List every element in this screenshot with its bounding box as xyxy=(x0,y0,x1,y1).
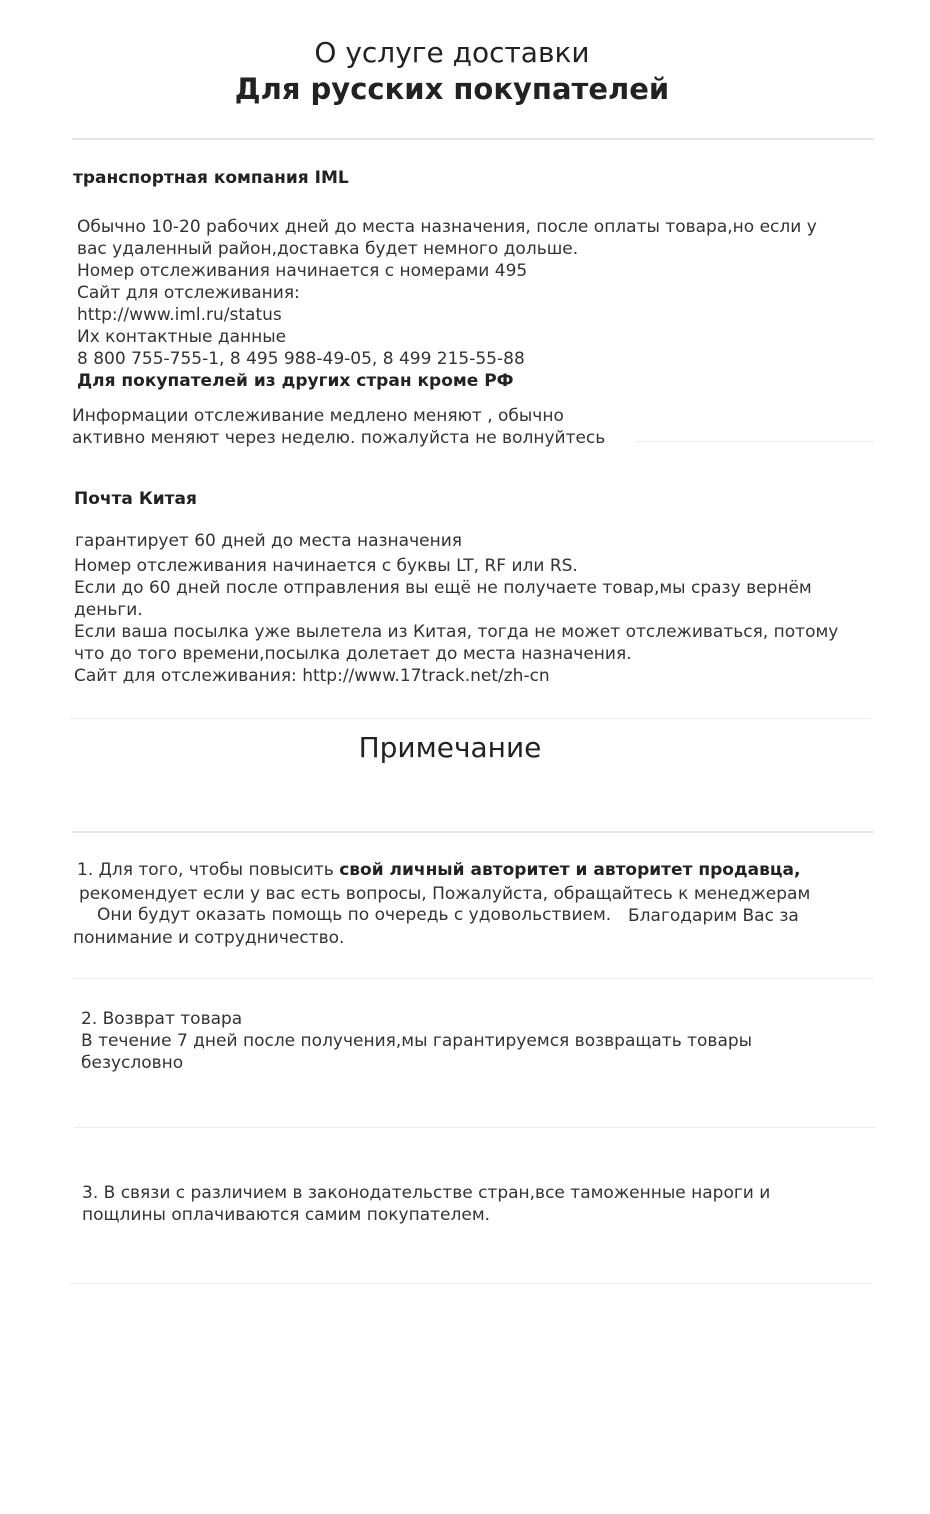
iml-tracking-info-2: активно меняют через неделю. пожалуйста не волнуйтесь xyxy=(72,428,606,448)
notes-title-divider xyxy=(72,831,874,833)
note-3-line-1: 3. В связи с различием в законодательстве стран,все таможенные нароги и xyxy=(82,1183,771,1203)
iml-tracking-prefix: Номер отслеживания начинается с номерами 495 xyxy=(77,261,528,281)
china-post-tracking-prefix: Номер отслеживания начинается с буквы LT, RF или RS. xyxy=(74,556,578,576)
note-2-line-3: безусловно xyxy=(81,1053,184,1073)
iml-contacts-label: Их контактные данные xyxy=(77,327,287,347)
note-3-divider xyxy=(70,1283,872,1284)
china-post-guarantee: гарантирует 60 дней до места назначения xyxy=(75,531,462,551)
note-3-line-2: пощлины оплачиваются самим покупателем. xyxy=(82,1205,491,1225)
china-post-divider xyxy=(70,718,871,719)
note-2-line-1: 2. Возврат товара xyxy=(81,1009,243,1029)
iml-divider xyxy=(636,441,874,442)
iml-tracking-link[interactable]: http://www.iml.ru/status xyxy=(77,305,282,325)
iml-tracking-site-label: Сайт для отслеживания: xyxy=(77,283,300,303)
header-divider xyxy=(72,138,874,140)
note-1-divider xyxy=(72,978,874,979)
note-1-bold: свой личный авторитет и авторитет продавца, xyxy=(339,860,801,880)
china-post-refund-1: Если до 60 дней после отправления вы ещё не получаете товар,мы сразу вернём xyxy=(74,578,812,598)
note-1-prefix: 1. Для того, чтобы повысить xyxy=(77,860,340,880)
iml-other-countries-text: Для покупателей из других стран кроме РФ xyxy=(77,371,514,391)
china-post-heading: Почта Китая xyxy=(74,489,197,509)
china-post-untrackable-2: что до того времени,посылка долетает до места назначения. xyxy=(74,644,632,664)
china-post-tracking-site[interactable]: Сайт для отслеживания: http://www.17track.net/zh-cn xyxy=(74,666,550,686)
china-post-refund-2: деньги. xyxy=(74,600,143,620)
iml-heading: транспортная компания IML xyxy=(73,168,349,188)
iml-other-countries-heading xyxy=(77,370,514,392)
china-post-untrackable-1: Если ваша посылка уже вылетела из Китая, тогда не может отслеживаться, потому xyxy=(74,622,839,642)
note-1-line-2: рекомендует если у вас есть вопросы, Пожалуйста, обращайтесь к менеджерам xyxy=(79,884,811,904)
page-title: О услуге доставки xyxy=(314,36,590,69)
iml-phone-numbers: 8 800 755-755-1, 8 495 988-49-05, 8 499 215-55-88 xyxy=(77,349,525,369)
note-1-line-1 xyxy=(77,859,800,881)
iml-delivery-time: Обычно 10-20 рабочих дней до места назначения, после оплаты товара,но если у xyxy=(77,217,817,237)
note-1-line-3a: Они будут оказать помощь по очередь с удовольствием. xyxy=(97,905,612,925)
iml-remote-area-note: вас удаленный район,доставка будет немного дольше. xyxy=(77,239,579,259)
notes-title: Примечание xyxy=(358,731,542,764)
note-1-line-4: понимание и сотрудничество. xyxy=(73,928,345,948)
note-2-divider xyxy=(74,1127,875,1128)
page-subtitle: Для русских покупателей xyxy=(234,72,670,106)
note-1-line-3b: Благодарим Вас за xyxy=(628,906,799,926)
iml-tracking-info-1: Информации отслеживание медлено меняют , обычно xyxy=(72,406,564,426)
note-2-line-2: В течение 7 дней после получения,мы гарантируемся возвращать товары xyxy=(81,1031,753,1051)
